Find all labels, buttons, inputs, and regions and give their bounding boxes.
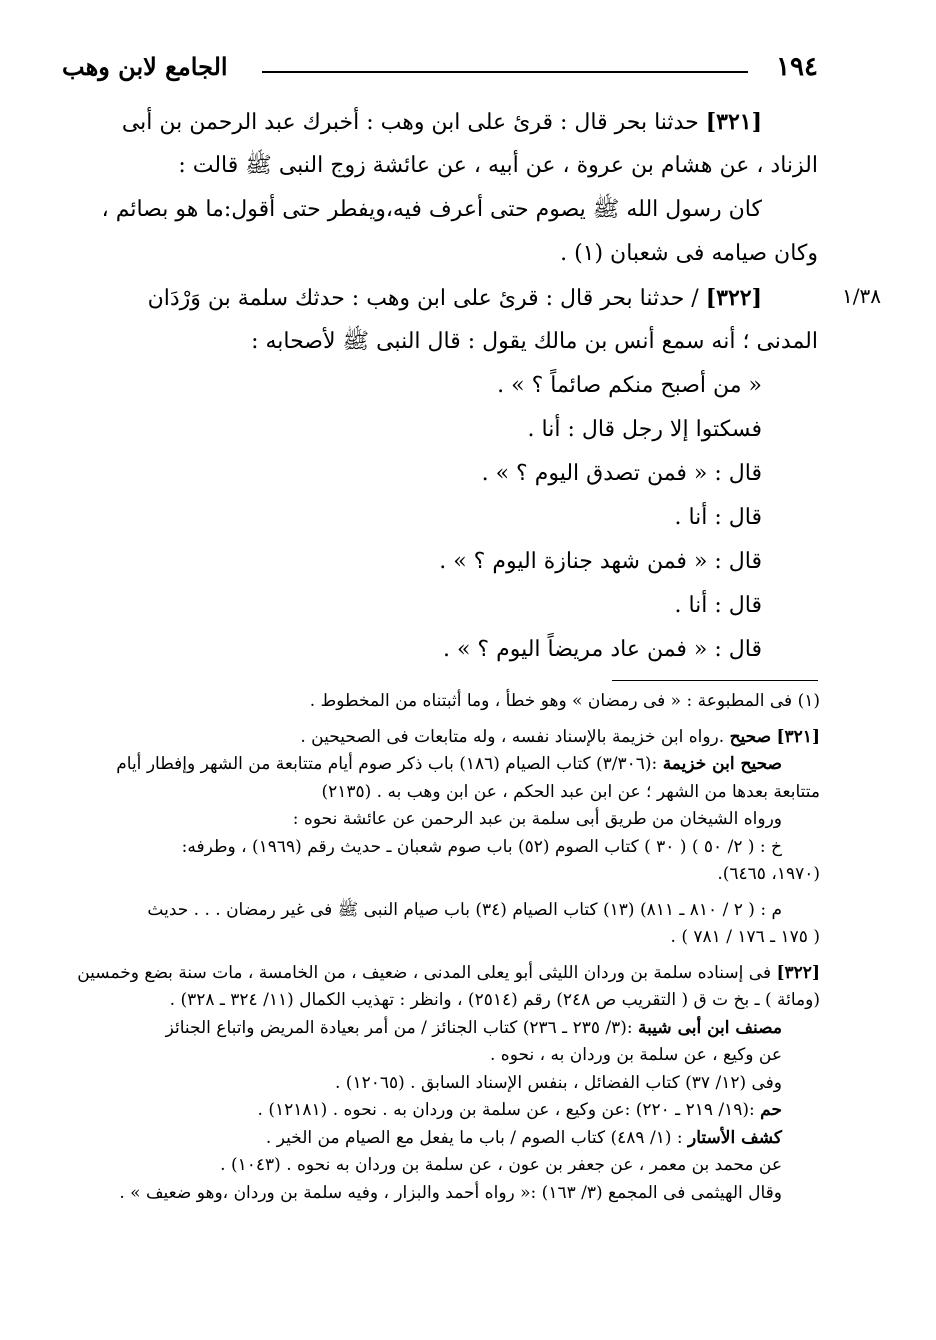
note-321-source-4-line-2: ( ١٧٥ ـ ١٧٦ / ٧٨١ ) . [670, 927, 820, 947]
note-322-source-c-line-1: كشف الأستار : (١/ ٤٨٩) كتاب الصوم / باب ما يفعل مع الصيام من الخير . [265, 1127, 782, 1148]
hadith-322-line-8: قال : أنا . [674, 593, 762, 618]
note-322-line-2: (ومائة ) ـ بخ ت ق ( التقريب ص ٢٤٨) رقم (٢٥١٤) ، وانظر : تهذيب الكمال (١١/ ٣٢٤ ـ ٣٢٨) . [169, 990, 820, 1010]
note-322-source-a-line-1: مصنف ابن أبى شيبة :(٣/ ٢٣٥ ـ ٢٣٦) كتاب الجنائز / من أمر بعيادة المريض واتباع الجنائز [165, 1017, 782, 1038]
page-header [62, 52, 818, 92]
main-text [66, 100, 818, 672]
note-321-source-1-line-2: متتابعة بعدها من الشهر ؛ عن ابن عبد الحكم ، عن ابن وهب به . (٢١٣٥) [321, 781, 820, 802]
note-321-source-4-line-1: م : ( ٢ / ٨١٠ ـ ٨١١) (١٣) كتاب الصيام (٣٤) باب صيام النبى ﷺ فى غير رمضان . . . حديث [147, 899, 782, 920]
header-rule [262, 71, 748, 73]
note-322-source-c-line-2: عن محمد بن معمر ، عن جعفر بن عون ، عن سلمة بن وردان به نحوه . (١٠٤٣) . [220, 1155, 782, 1175]
footnote-1: (١) فى المطبوعة : « فى رمضان » وهو خطأ ، وما أثبتناه من المخطوط . [309, 691, 820, 711]
hadith-number: [٣٢١] [705, 109, 762, 135]
hadith-322-line-5: قال : « فمن تصدق اليوم ؟ » . [481, 461, 762, 486]
footnote-separator [612, 680, 818, 681]
hadith-322-line-4: فسكتوا إلا رجل قال : أنا . [527, 417, 762, 442]
note-322-source-a-line-2: عن وكيع ، عن سلمة بن وردان به ، نحوه . [490, 1045, 782, 1065]
hadith-number: [٣٢٢] [705, 285, 762, 311]
hadith-322-line-7: قال : « فمن شهد جنازة اليوم ؟ » . [439, 549, 762, 574]
hadith-321-line-1: [٣٢١] حدثنا بحر قال : قرئ على ابن وهب : أخبرك عبد الرحمن بن أبى [121, 109, 762, 135]
hadith-322-line-2: المدنى ؛ أنه سمع أنس بن مالك يقول : قال النبى ﷺ لأصحابه : [251, 329, 818, 354]
note-322-source-a-line-3: وفى (١٢/ ٣٧) كتاب الفضائل ، بنفس الإسناد السابق . (١٢٠٦٥) . [335, 1072, 782, 1093]
manuscript-folio-note: ١/٣٨ [842, 284, 881, 308]
hadith-321-line-3: كان رسول الله ﷺ يصوم حتى أعرف فيه،ويفطر حتى أقول:ما هو بصائم ، [101, 197, 762, 222]
hadith-322-line-9: قال : « فمن عاد مريضاً اليوم ؟ » . [442, 637, 762, 662]
note-322-source-b-line-1: حم :(١٩/ ٢١٩ ـ ٢٢٠) :عن وكيع ، عن سلمة بن وردان به . نحوه . (١٢١٨١) . [257, 1100, 782, 1120]
note-322-source-d-line-1: وقال الهيثمى فى المجمع (٣/ ١٦٣) :« رواه أحمد والبزار ، وفيه سلمة بن وردان ،وهو ضعيف » . [119, 1182, 782, 1203]
note-322-line-1: [٣٢٢] فى إسناده سلمة بن وردان الليثى أبو يعلى المدنى ، ضعيف ، من الخامسة ، مات سنة بضع وخمسين [77, 962, 820, 983]
running-title: الجامع لابن وهب [62, 52, 228, 81]
hadith-322-line-3: « من أصبح منكم صائماً ؟ » . [497, 373, 762, 398]
note-321-line-1: [٣٢١] صحيح .رواه ابن خزيمة بالإسناد نفسه ، وله متابعات فى الصحيحين . [300, 726, 820, 747]
note-321-source-3-line-2: (١٩٧٠، ٦٤٦٥). [717, 864, 820, 884]
hadith-322-line-1: [٣٢٢] / حدثنا بحر قال : قرئ على ابن وهب : حدثك سلمة بن وَرْدَان [147, 285, 762, 311]
footnotes [66, 688, 820, 1207]
note-321-source-2: ورواه الشيخان من طريق أبى سلمة بن عبد الرحمن عن عائشة نحوه : [292, 809, 782, 829]
note-321-source-1-line-1: صحيح ابن خزيمة :(٣/٣٠٦) كتاب الصيام (١٨٦) باب ذكر صوم أيام متتابعة من الشهر وإفطار أيام [116, 754, 782, 774]
note-321-source-3-line-1: خ : ( ٢/ ٥٠ ) ( ٣٠ ) كتاب الصوم (٥٢) باب صوم شعبان ـ حديث رقم (١٩٦٩) ، وطرفه: [181, 836, 782, 857]
hadith-322-line-6: قال : أنا . [674, 505, 762, 530]
hadith-321-line-2: الزناد ، عن هشام بن عروة ، عن أبيه ، عن عائشة زوج النبى ﷺ قالت : [178, 153, 818, 178]
page-number: ١٩٤ [776, 52, 818, 82]
hadith-321-line-4: وكان صيامه فى شعبان (١) . [560, 241, 818, 266]
